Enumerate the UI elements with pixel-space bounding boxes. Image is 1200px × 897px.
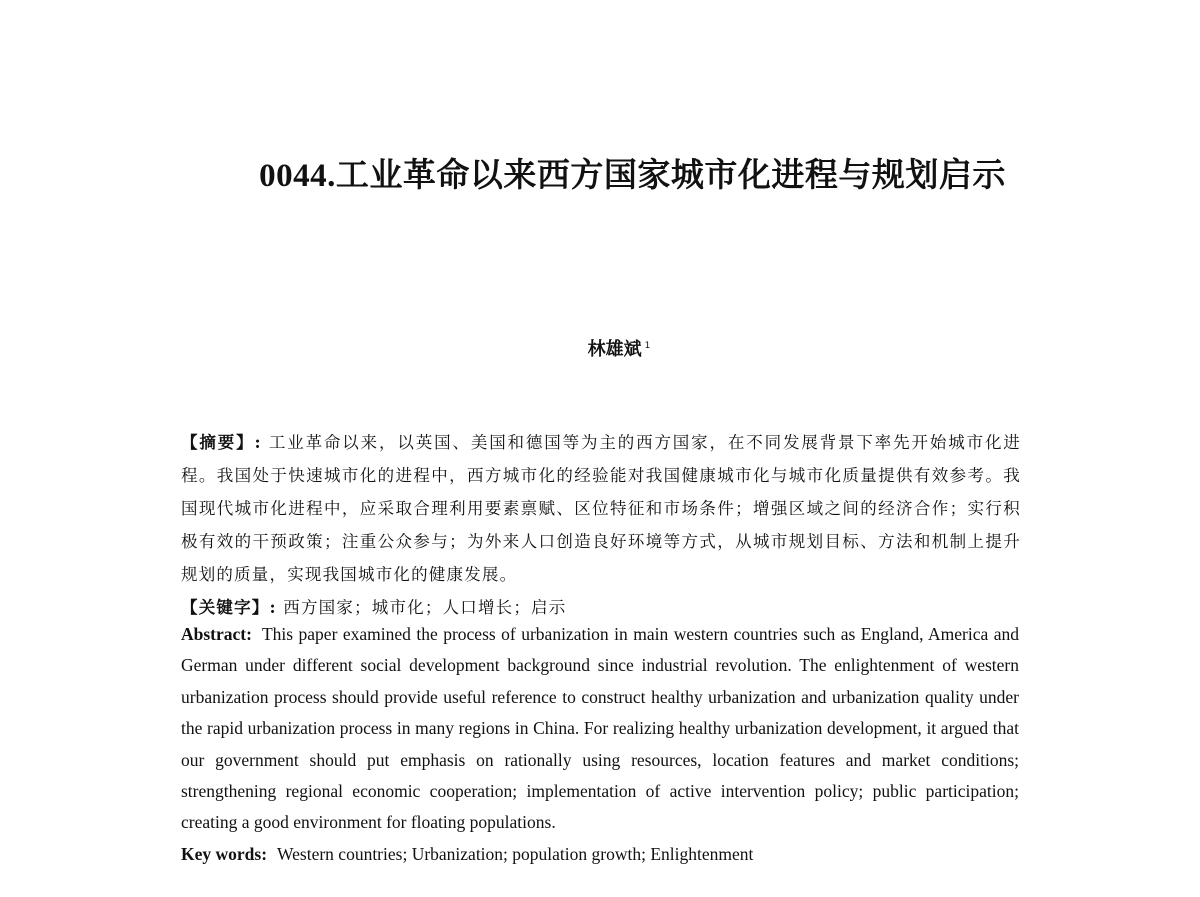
keywords-en-text: Western countries; Urbanization; population growth; Enlightenment: [277, 843, 754, 864]
keywords-en-label: Key words:: [181, 843, 268, 864]
english-abstract-section: [181, 619, 1019, 870]
abstract-en-label: Abstract:: [181, 624, 252, 644]
author-name: 林雄斌: [587, 339, 642, 360]
keywords-zh-text: 西方国家；城市化；人口增长；启示: [283, 598, 567, 617]
chinese-abstract-section: [181, 426, 1021, 624]
abstract-en-paragraph: [181, 619, 1019, 839]
abstract-zh-text: 工业革命以来，以英国、美国和德国等为主的西方国家，在不同发展背景下率先开始城市化进程。我国处于快速城市化的进程中，西方城市化的经验能对我国健康城市化与城市化质量提供有效参考。我国现代城市化进程中，应采取合理利用要素禀赋、区位特征和市场条件；增强区域之间的经济合作；实行积极有效的干预政策；注重公众参与；为外来人口创造良好环境等方式，从城市规划目标、方法和机制上提升规划的质量，实现我国城市化的健康发展。: [181, 433, 1022, 584]
abstract-en-text: This paper examined the process of urbanization in main western countries such as England, America and German under different social development background since industrial revolution. The enlightenment of western urbanization process should provide useful reference to construct healthy urbanization and urbanization quality under the rapid urbanization process in many regions in China. For realizing healthy urbanization development, it argued that our government should put emphasis on rationally using resources, location features and market conditions; strengthening regional economic cooperation; implementation of active intervention policy; public participation; creating a good environment for floating populations.: [181, 624, 1019, 833]
keywords-zh-label: 【关键字】:: [181, 598, 277, 617]
abstract-zh-paragraph: [181, 426, 1021, 591]
paper-title: 0044.工业革命以来西方国家城市化进程与规划启示: [259, 158, 1006, 194]
keywords-en-paragraph: [181, 839, 1019, 870]
author-line: [0, 336, 1200, 364]
author-affiliation-mark: 1: [644, 341, 651, 351]
abstract-zh-label: 【摘要】:: [181, 433, 262, 452]
